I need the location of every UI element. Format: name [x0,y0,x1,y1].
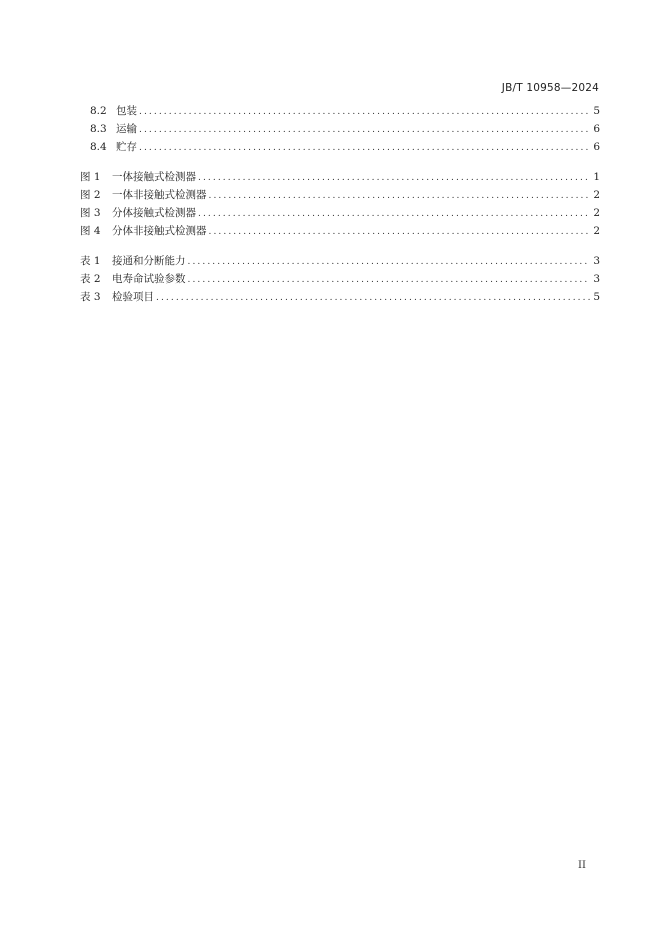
toc-figure-entry[interactable] [80,204,600,222]
toc-entry-title: 包装 [116,105,137,117]
toc-entry[interactable] [80,120,600,138]
toc-figures [80,168,600,240]
toc-entry-number: 8.3 [90,123,107,135]
toc-leader-dots [188,253,591,271]
toc-table-number: 表 2 [80,273,101,285]
toc-leader-dots [209,223,591,241]
toc-figure-page: 2 [593,225,600,237]
toc-table-title: 接通和分断能力 [112,255,186,267]
toc-table-page: 3 [593,273,600,285]
toc-table-title: 检验项目 [112,291,154,303]
toc-table-title: 电寿命试验参数 [112,273,186,285]
toc-table-entry[interactable] [80,270,600,288]
toc-sections [80,102,600,156]
toc-entry[interactable] [80,138,600,156]
toc-leader-dots [139,103,590,121]
toc-leader-dots [139,139,590,157]
toc-entry-number: 8.4 [90,141,107,153]
toc-leader-dots [209,187,591,205]
toc-figure-entry[interactable] [80,186,600,204]
toc-table-number: 表 1 [80,255,101,267]
toc-leader-dots [139,121,590,139]
toc-leader-dots [156,289,590,307]
standard-number: JB/T 10958—2024 [501,82,599,94]
toc-leader-dots [188,271,591,289]
toc-figure-entry[interactable] [80,222,600,240]
toc-figure-title: 一体非接触式检测器 [112,189,207,201]
toc-figure-number: 图 2 [80,189,101,201]
toc-figure-page: 2 [593,189,600,201]
toc-entry-page: 6 [593,141,600,153]
toc-figure-page: 2 [593,207,600,219]
toc-figure-number: 图 4 [80,225,101,237]
toc-entry-number: 8.2 [90,105,107,117]
toc-figure-title: 分体接触式检测器 [112,207,196,219]
toc-figure-entry[interactable] [80,168,600,186]
toc-table-entry[interactable] [80,288,600,306]
toc-leader-dots [198,205,590,223]
toc-tables [80,252,600,306]
toc-figure-number: 图 3 [80,207,101,219]
toc-table-page: 3 [593,255,600,267]
toc-table-entry[interactable] [80,252,600,270]
toc-figure-title: 一体接触式检测器 [112,171,196,183]
page-number: II [578,860,586,871]
toc-table-number: 表 3 [80,291,101,303]
toc-table-page: 5 [593,291,600,303]
toc-entry-title: 贮存 [116,141,137,153]
toc-figure-title: 分体非接触式检测器 [112,225,207,237]
toc-figure-number: 图 1 [80,171,101,183]
toc-entry-page: 5 [593,105,600,117]
toc-entry[interactable] [80,102,600,120]
toc-leader-dots [198,169,590,187]
toc-figure-page: 1 [593,171,600,183]
toc-entry-page: 6 [593,123,600,135]
toc-entry-title: 运输 [116,123,137,135]
